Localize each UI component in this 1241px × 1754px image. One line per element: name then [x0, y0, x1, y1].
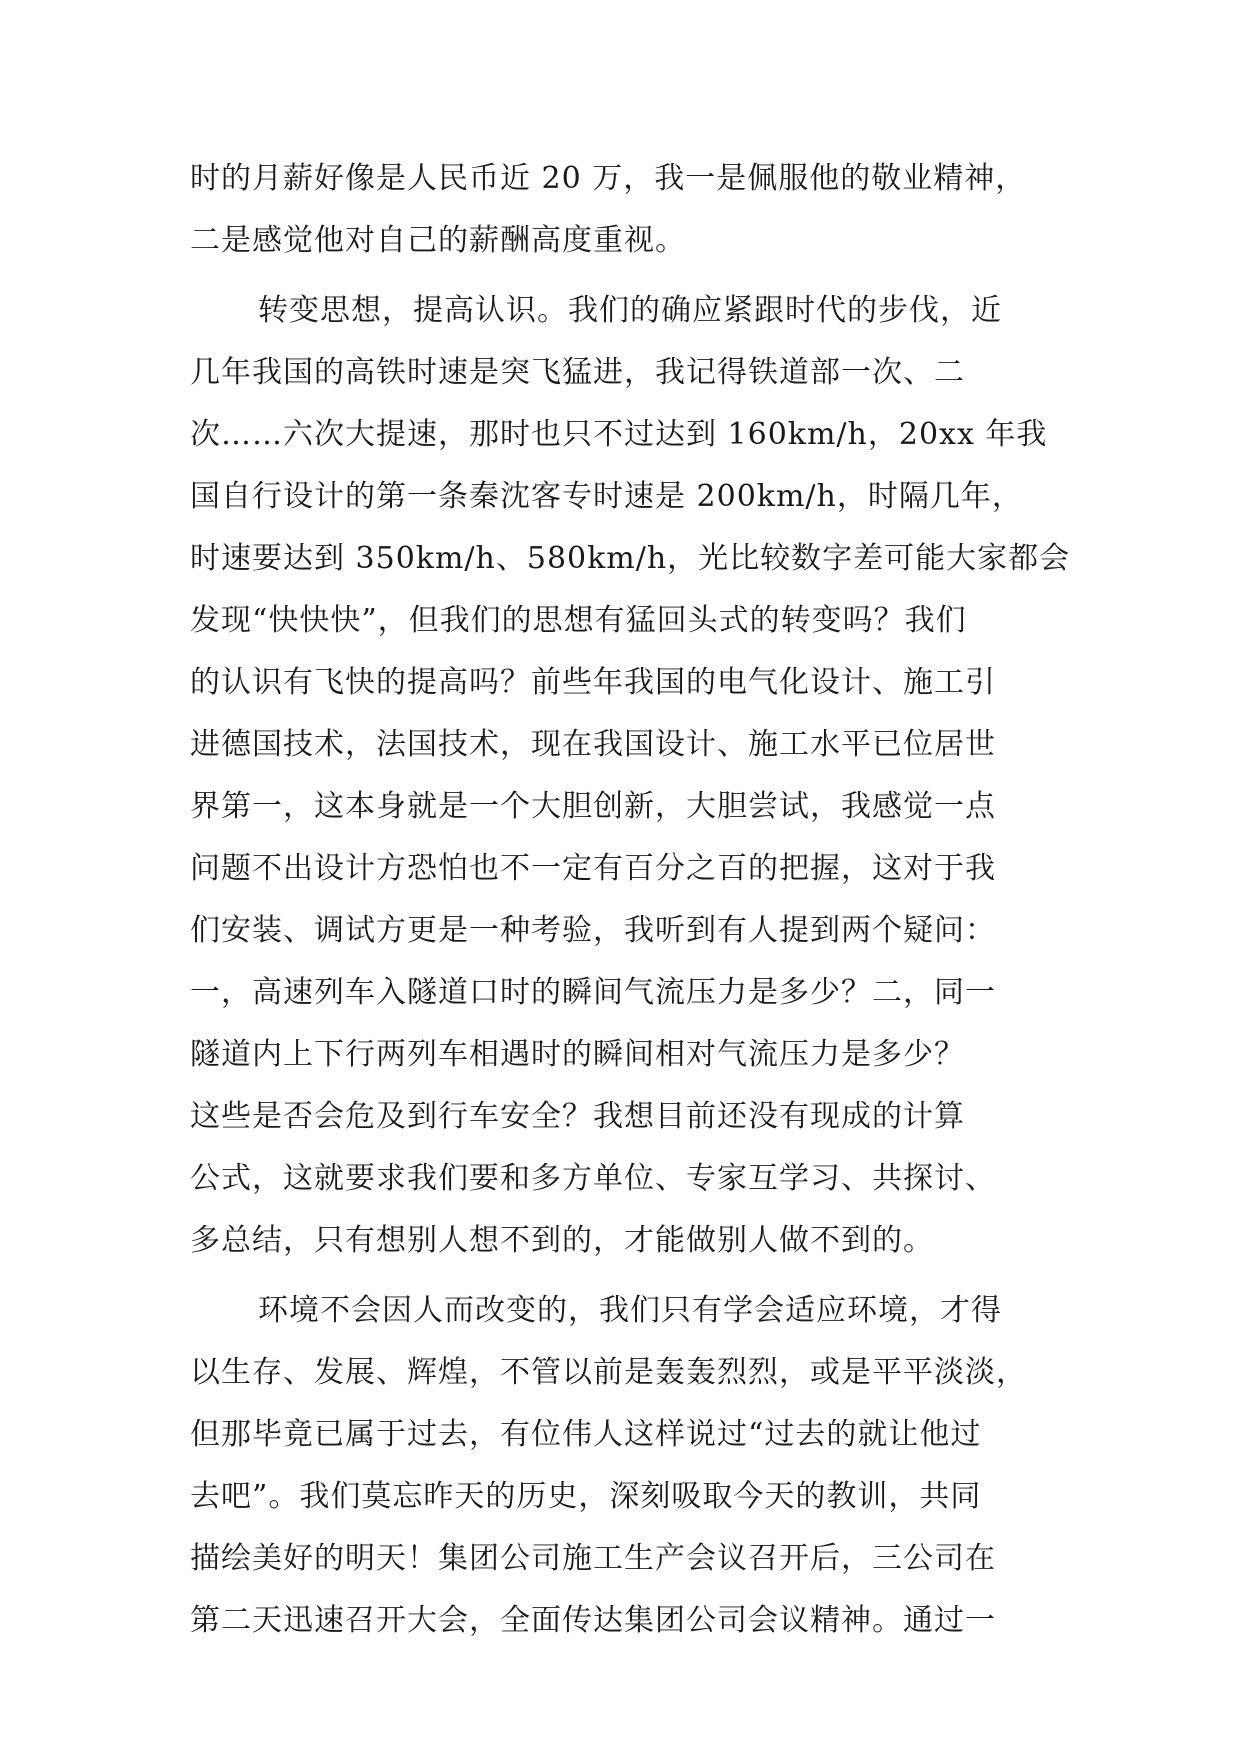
text-line: 问题不出设计方恐怕也不一定有百分之百的把握，这对于我: [190, 851, 996, 886]
text-line: 这些是否会危及到行车安全？我想目前还没有现成的计算: [190, 1099, 965, 1134]
text-line: 的认识有飞快的提高吗？前些年我国的电气化设计、施工引: [190, 665, 996, 700]
text-line: 多总结，只有想别人想不到的，才能做别人做不到的。: [190, 1223, 934, 1258]
text-line: 进德国技术，法国技术，现在我国设计、施工水平已位居世: [190, 727, 996, 762]
text-line: 环境不会因人而改变的，我们只有学会适应环境，才得: [258, 1293, 1002, 1328]
text-line: 次……六次大提速，那时也只不过达到 160km/h，20xx 年我: [190, 417, 1048, 452]
text-line: 一，高速列车入隧道口时的瞬间气流压力是多少？二，同一: [190, 975, 996, 1010]
text-line: 二是感觉他对自己的薪酬高度重视。: [190, 223, 686, 258]
text-line: 几年我国的高铁时速是突飞猛进，我记得铁道部一次、二: [190, 355, 965, 390]
text-line: 描绘美好的明天！集团公司施工生产会议召开后，三公司在: [190, 1541, 996, 1576]
text-line: 但那毕竟已属于过去，有位伟人这样说过“过去的就让他过: [190, 1417, 982, 1452]
paragraph-2: [190, 280, 1071, 1272]
text-line: 发现“快快快”，但我们的思想有猛回头式的转变吗？我们: [190, 603, 967, 638]
text-line: 们安装、调试方更是一种考验，我听到有人提到两个疑问：: [190, 913, 996, 948]
paragraph-3: [190, 1280, 1060, 1652]
text-line: 时速要达到 350km/h、580km/h，光比较数字差可能大家都会: [190, 541, 1071, 576]
text-line: 国自行设计的第一条秦沈客专时速是 200km/h，时隔几年，: [190, 479, 1023, 514]
text-line: 第二天迅速召开大会，全面传达集团公司会议精神。通过一: [190, 1603, 996, 1638]
text-line: 隧道内上下行两列车相遇时的瞬间相对气流压力是多少？: [190, 1037, 965, 1072]
text-line: 界第一，这本身就是一个大胆创新，大胆尝试，我感觉一点: [190, 789, 996, 824]
text-line: 时的月薪好像是人民币近 20 万，我一是佩服他的敬业精神，: [190, 161, 1027, 196]
text-line: 去吧”。我们莫忘昨天的历史，深刻吸取今天的教训，共同: [190, 1479, 982, 1514]
text-line: 转变思想，提高认识。我们的确应紧跟时代的步伐，近: [258, 293, 1002, 328]
document-body: [190, 148, 1071, 1652]
paragraph-1: [190, 148, 1060, 272]
text-line: 以生存、发展、辉煌，不管以前是轰轰烈烈，或是平平淡淡，: [190, 1355, 1027, 1390]
text-line: 公式，这就要求我们要和多方单位、专家互学习、共探讨、: [190, 1161, 996, 1196]
